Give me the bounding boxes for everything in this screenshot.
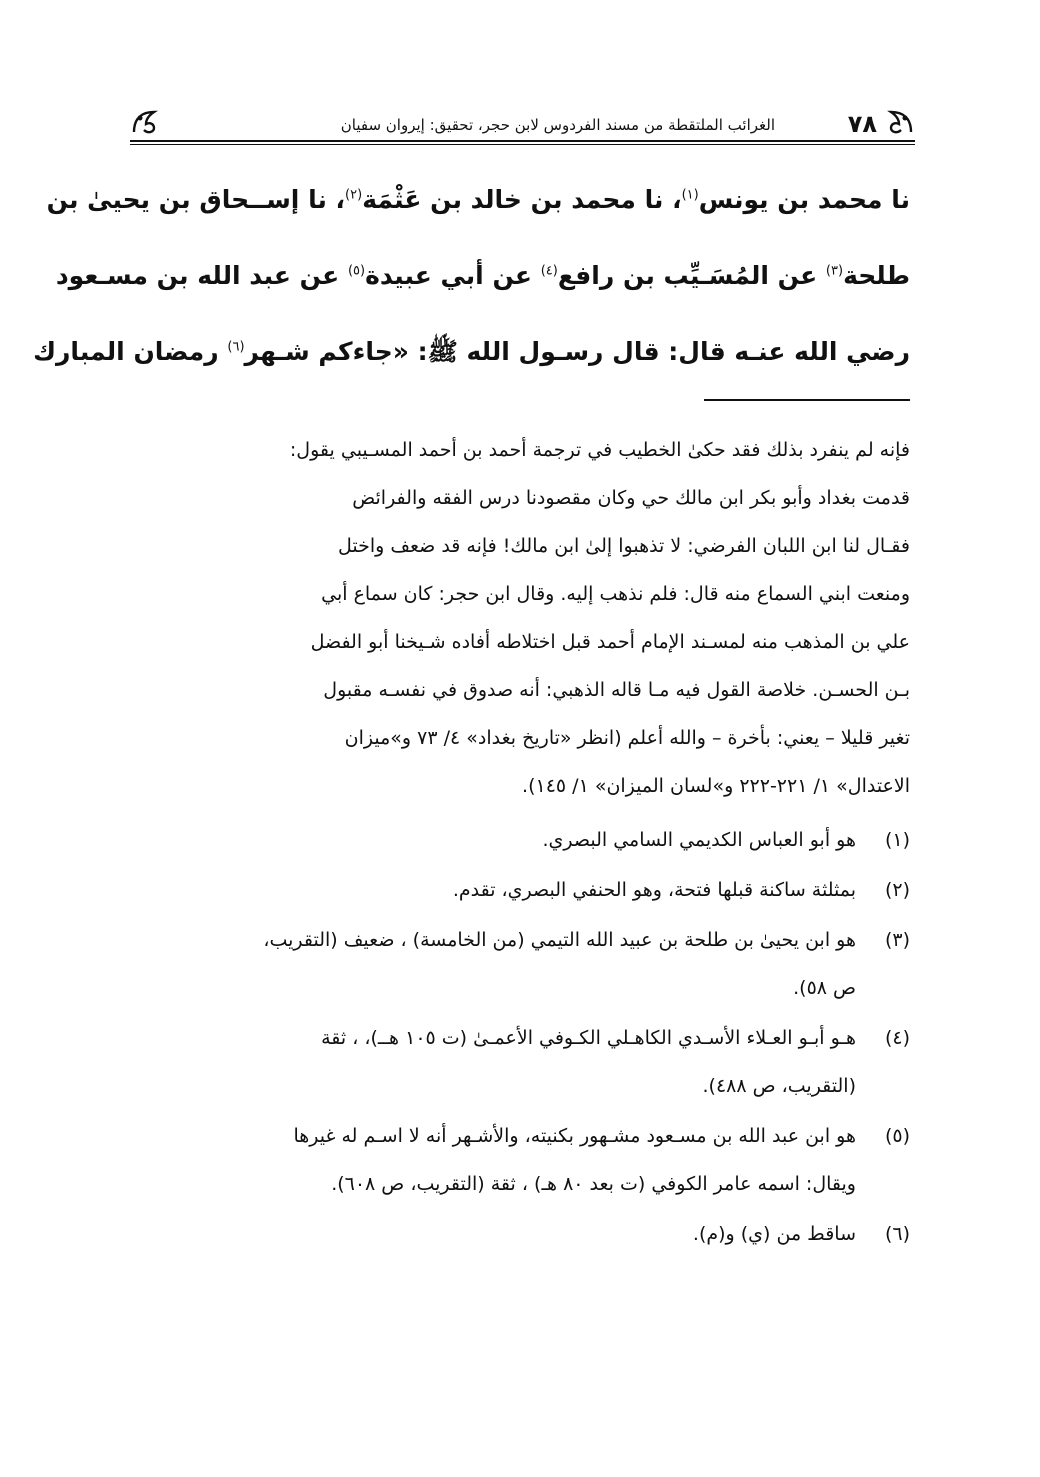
footnote-number: (٥) (884, 1125, 910, 1147)
footnote-number: (٤) (884, 1027, 910, 1049)
footnote-line: بمثلثة ساكنة قبلها فتحة، وهو الحنفي البصري، تقدم. (452, 879, 856, 901)
footnote-line: هو ابن يحيىٰ بن طلحة بن عبيد الله التيمي (من الخامسة) ، ضعيف (التقريب، (263, 929, 856, 951)
footnote-line: الاعتدال» ١/ ٢٢١-٢٢٢ و»لسان الميزان» ١/ ١٤٥). (522, 775, 910, 797)
footnote-line: تغير قليلا – يعني: بأخرة – والله أعلم (انظر «تاريخ بغداد» ٤/ ٧٣ و»ميزان (344, 727, 910, 749)
main-text-line (33, 322, 910, 398)
footnote-number: (١) (884, 829, 910, 851)
footnote-item (130, 816, 910, 864)
footnote-line: هو ابن عبد الله بن مسـعود مشـهور بكنيته، والأشـهر أنه لا اسـم له غيرها (293, 1125, 856, 1147)
text-segment: طلحة (843, 261, 910, 290)
footnote-separator (704, 399, 910, 401)
text-segment: ، نا إســحاق بن يحيىٰ بن (46, 185, 346, 214)
footnote-line: ص ٥٨). (793, 977, 856, 999)
main-text (33, 170, 910, 398)
footnote-item (130, 866, 910, 914)
text-segment: رمضان المبارك (33, 337, 228, 366)
footnote-ref: (٣) (825, 263, 844, 279)
footnote-item (130, 916, 910, 1012)
footnote-ref: (٥) (347, 263, 366, 279)
footnote-line: ساقط من (ي) و(م). (692, 1223, 856, 1245)
right-ornament-icon (885, 106, 915, 136)
footnote-line: فقـال لنا ابن اللبان الفرضي: لا تذهبوا إلىٰ ابن مالك! فإنه قد ضعف واختل (337, 535, 910, 557)
main-text-line (55, 246, 910, 322)
text-segment: ، نا محمد بن خالد بن عَثْمَة (362, 185, 682, 214)
footnote-line: هـو أبـو العـلاء الأسـدي الكاهـلي الكـوفي الأعمـىٰ (ت ١٠٥ هــ)، ، ثقة (321, 1027, 856, 1049)
footnote-line: علي بن المذهب منه لمسـند الإمام أحمد قبل اختلاطه أفاده شـيخنا أبو الفضل (310, 631, 910, 653)
text-segment: نا محمد بن يونس (698, 185, 910, 214)
footnote-ref: (٢) (345, 187, 363, 203)
footnote-line: هو أبو العباس الكديمي السامي البصري. (542, 829, 856, 851)
text-segment: عن عبد الله بن مسـعود (55, 261, 348, 290)
running-header (130, 102, 915, 142)
footnote-ref: (١) (681, 187, 699, 203)
text-segment: عن المُسَـيِّب بن رافع (557, 261, 826, 290)
footnote-ref: (٦) (227, 339, 245, 355)
footnote-number: (٣) (884, 929, 910, 951)
footnote-line: قدمت بغداد وأبو بكر ابن مالك حي وكان مقصودنا درس الفقه والفرائض (352, 487, 910, 509)
text-segment: رضي الله عنـه قال: قال رسـول الله ﷺ: «جاءكم شـهر (244, 337, 910, 366)
header-rule (130, 140, 915, 142)
footnote-line: فإنه لم ينفرد بذلك فقد حكىٰ الخطيب في ترجمة أحمد بن أحمد المسـيبي يقول: (289, 439, 910, 461)
left-ornament-icon (130, 106, 160, 136)
footnotes (130, 426, 910, 1258)
footnote-line: بـن الحسـن. خلاصة القول فيه مـا قاله الذهبي: أنه صدوق في نفسـه مقبول (323, 679, 910, 701)
footnote-continuation (130, 426, 910, 810)
footnote-number: (٦) (884, 1223, 910, 1245)
footnote-item (130, 1210, 910, 1258)
main-text-line (46, 170, 910, 246)
page-number: ٧٨ (847, 110, 877, 138)
footnote-ref: (٤) (540, 263, 558, 279)
text-segment: عن أبي عبيدة (365, 261, 541, 290)
footnote-item (130, 1112, 910, 1208)
footnote-line: (التقريب، ص ٤٨٨). (702, 1075, 856, 1097)
footnote-number: (٢) (884, 879, 910, 901)
running-title: الغرائب الملتقطة من مسند الفردوس لابن حجر، تحقيق: إيروان سفيان (340, 116, 775, 134)
footnote-line: ويقال: اسمه عامر الكوفي (ت بعد ٨٠ هـ) ، ثقة (التقريب، ص ٦٠٨). (331, 1173, 856, 1195)
footnote-item (130, 1014, 910, 1110)
footnote-line: ومنعت ابني السماع منه قال: فلم نذهب إليه. وقال ابن حجر: كان سماع أبي (321, 583, 910, 605)
header-rule-thin (130, 144, 915, 145)
